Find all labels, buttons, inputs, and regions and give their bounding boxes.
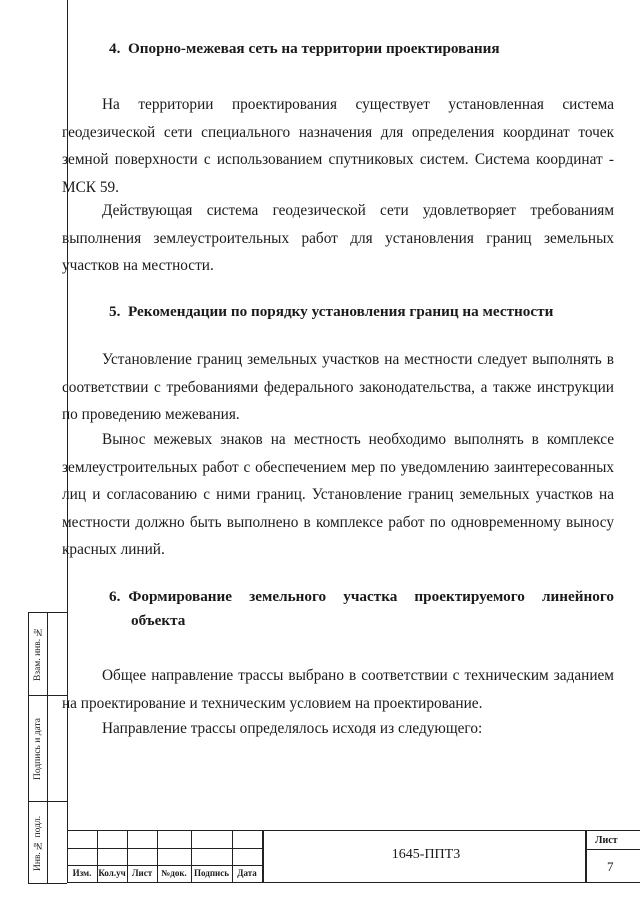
section-5-heading: 5. Рекомендации по порядку установления границ на местности (109, 303, 554, 320)
col-podpis: Подпись (194, 868, 229, 878)
section-5-paragraph-1: Установление границ земельных участков на местности следует выполнять в соответствии с требованиями федерального законодательства, а также инструкции по проведению межевания. (62, 351, 614, 423)
col-data: Дата (237, 868, 257, 878)
section-4-paragraph-1: На территории проектирования существует установленная система геодезической сети специального назначения для определения координат точек земной поверхности с использованием спутниковых систем. Система координат - МСК 59. (62, 96, 614, 196)
side-stamp-strip (28, 612, 67, 884)
col-izm: Изм. (72, 868, 92, 878)
col-kol-uch: Кол.уч (98, 868, 126, 878)
title-block (67, 830, 640, 883)
side-label-vzam-inv: Взам. инв. № (33, 626, 43, 682)
section-6-heading: 6. Формирование земельного участка проектируемого линейного объекта (109, 588, 614, 629)
side-label-inv-podl: Инв. № подл. (33, 815, 43, 871)
col-list: Лист (131, 868, 153, 878)
section-6-paragraph-2: Направление трассы определялось исходя из следующего: (102, 720, 483, 737)
section-5-paragraph-2: Вынос межевых знаков на местность необходимо выполнять в комплексе землеустроительных работ с обеспечением мер по уведомлению заинтересованных лиц и согласованию с ними границ. Установление границ земельных участков на местности должно быть выполнено в комплексе работ по одновременному выносу красных линий. (62, 431, 614, 558)
document-code: 1645-ППТ3 (391, 847, 461, 862)
side-label-podpis-data: Подпись и дата (33, 718, 43, 781)
sheet-label: Лист (595, 835, 618, 846)
section-4-paragraph-2: Действующая система геодезической сети удовлетворяет требованиям выполнения землеустроительных работ для установления границ земельных участков на местности. (62, 202, 614, 274)
section-6-paragraph-1: Общее направление трассы выбрано в соответствии с техническим заданием на проектирование и техническим условием на проектирование. (62, 667, 614, 712)
sheet-number: 7 (607, 859, 614, 874)
col-n-dok: №док. (161, 868, 187, 878)
section-4-heading: 4. Опорно-межевая сеть на территории проектирования (109, 40, 500, 57)
